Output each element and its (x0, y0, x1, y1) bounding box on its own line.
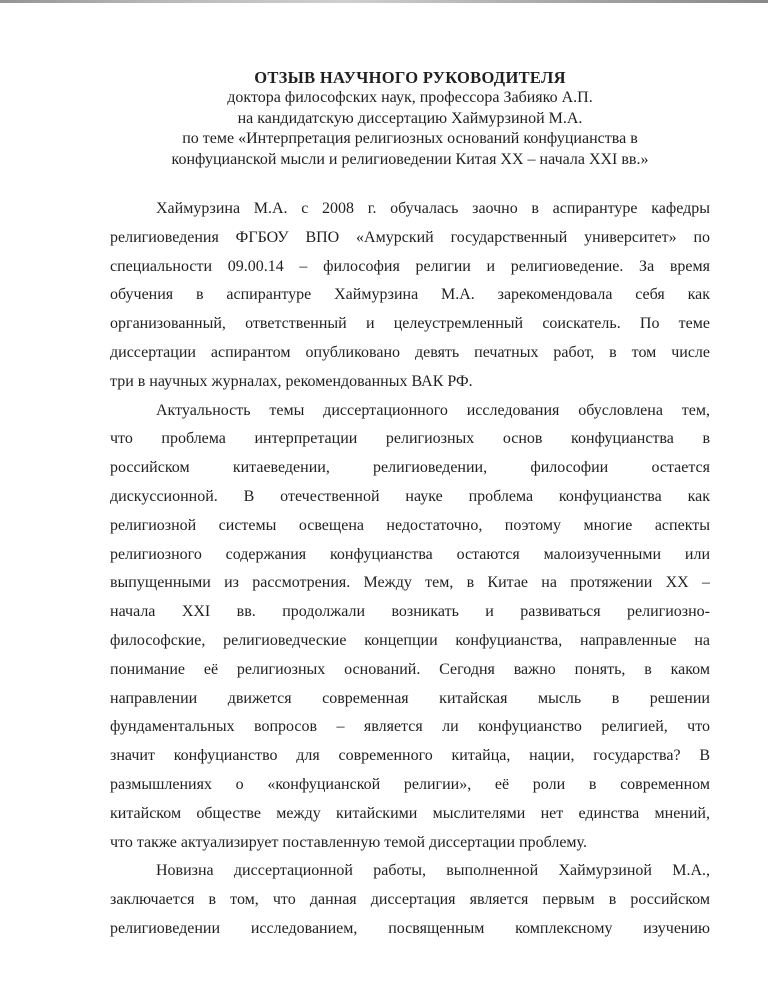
text-line: российском китаеведении, религиоведении, философии остается (110, 459, 710, 477)
text-line: направлении движется современная китайская мысль в решении (110, 689, 710, 707)
text-line: специальности 09.00.14 – философия религии и религиоведение. За время (110, 257, 710, 275)
text-line: фундаментальных вопросов – является ли конфуцианство религией, что (110, 718, 710, 736)
text-line: размышлениях о «конфуцианской религии», её роли в современном (110, 775, 710, 793)
header-line-dissertation: на кандидатскую диссертацию Хаймурзиной М.А. (237, 109, 583, 127)
document-title: ОТЗЫВ НАУЧНОГО РУКОВОДИТЕЛЯ (254, 68, 566, 87)
page-top-edge (0, 0, 768, 3)
header-line-author: доктора философских наук, профессора Забияко А.П. (227, 89, 593, 106)
document-page (110, 68, 710, 944)
paragraph-novelty (110, 857, 710, 943)
text-line: диссертации аспирантом опубликовано девять печатных работ, в том числе (110, 343, 710, 361)
paragraph-relevance (110, 397, 710, 858)
text-line: религиоведении исследованием, посвященным комплексному изучению (110, 919, 710, 937)
text-line: понимание её религиозных оснований. Сегодня важно понять, в каком (110, 660, 710, 678)
text-line: философские, религиоведческие концепции конфуцианства, направленные на (110, 631, 710, 649)
header-line-topic-2: конфуцианской мысли и религиоведении Китая XX – начала XXI вв.» (171, 150, 649, 168)
text-line: начала XXI вв. продолжали возникать и развиваться религиозно- (110, 603, 710, 621)
document-body (110, 195, 710, 944)
text-line: выпущенными из рассмотрения. Между тем, в Китае на протяжении XX – (110, 574, 710, 592)
text-line: религиозного содержания конфуцианства остаются малоизученными или (110, 545, 710, 563)
text-line: религиозной системы освещена недостаточно, поэтому многие аспекты (110, 516, 710, 534)
text-line: обучения в аспирантуре Хаймурзина М.А. зарекомендовала себя как (110, 286, 710, 304)
text-line: дискуссионной. В отечественной науке проблема конфуцианства как (110, 487, 710, 505)
text-line: что также актуализирует поставленную темой диссертации проблему. (110, 833, 587, 851)
text-line: религиоведения ФГБОУ ВПО «Амурский государственный университет» по (110, 228, 710, 246)
text-line: что проблема интерпретации религиозных основ конфуцианства в (110, 430, 710, 448)
text-line: Новизна диссертационной работы, выполненной Хаймурзиной М.А., (156, 862, 710, 880)
text-line: Актуальность темы диссертационного исследования обусловлена тем, (156, 401, 710, 419)
text-line: три в научных журналах, рекомендованных ВАК РФ. (110, 372, 473, 390)
text-line: заключается в том, что данная диссертация является первым в российском (110, 891, 710, 909)
paragraph-biography (110, 195, 710, 397)
document-header (110, 68, 710, 170)
text-line: китайском обществе между китайскими мыслителями нет единства мнений, (110, 804, 710, 822)
text-line: Хаймурзина М.А. с 2008 г. обучалась заочно в аспирантуре кафедры (156, 200, 710, 217)
text-line: организованный, ответственный и целеустремленный соискатель. По теме (110, 315, 710, 333)
header-line-topic-1: по теме «Интерпретация религиозных оснований конфуцианства в (182, 130, 638, 147)
text-line: значит конфуцианство для современного китайца, нации, государства? В (110, 747, 710, 765)
